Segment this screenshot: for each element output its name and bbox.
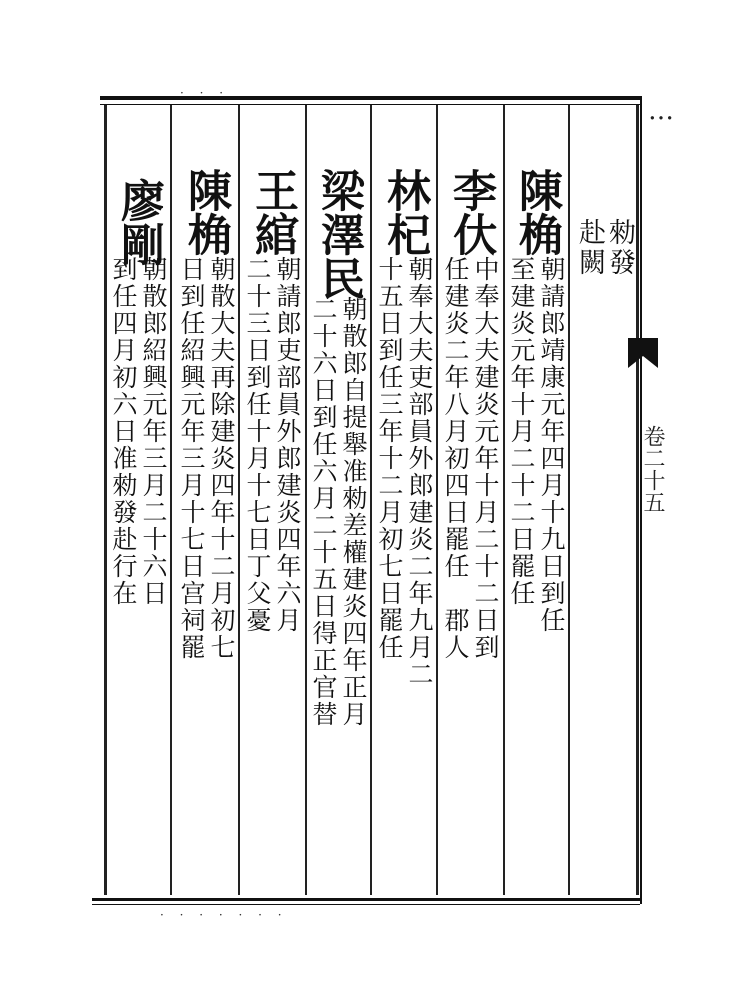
margin-volume: 卷二十五 (640, 425, 665, 513)
column-rule (503, 105, 505, 895)
column-rule (436, 105, 438, 895)
official-name: 陳桷 (511, 168, 562, 256)
top-tick-marks: · · · (180, 86, 230, 100)
column-rule (170, 105, 172, 895)
official-record-line-2: 十五日到任三年十二月初七日罷任 (375, 256, 404, 661)
bottom-tick-marks: · · · · · · · (160, 908, 288, 922)
official-record-line-2: 二十六日到任六月二十五日得正官替 (309, 296, 338, 728)
official-record-line-1: 朝請郎靖康元年四月十九日到任 (537, 256, 566, 634)
official-name: 王綰 (247, 168, 298, 256)
official-record-line-2: 至建炎元年十月二十二日罷任 (507, 256, 536, 607)
column-rule (568, 105, 570, 895)
official-record-line-2: 日到任紹興元年三月十七日宫祠罷 (177, 256, 206, 661)
column-rule (305, 105, 307, 895)
bottom-border-thin (92, 904, 640, 905)
official-name: 梁澤民 (313, 168, 364, 300)
official-record-line-1: 朝散郎紹興元年三月二十六日 (139, 256, 168, 607)
official-record-line-1: 朝散大夫再除建炎四年十二月初七 (207, 256, 236, 661)
bottom-border-thick (92, 898, 640, 901)
official-name: 林杞 (379, 168, 430, 256)
official-record-line-1: 朝散郎自提舉准勑差權建炎四年正月 (339, 296, 368, 728)
official-record-line-2: 二十三日到任十月十七日丁父憂 (243, 256, 272, 634)
entry-continuation-line-1: 勑發 (604, 218, 635, 278)
official-name: 廖剛 (113, 178, 164, 266)
official-record-line-2: 到任四月初六日准勑發赴行在 (109, 256, 138, 607)
frame-right-rule (636, 105, 639, 895)
frame-left-rule (104, 105, 107, 895)
official-name: 陳桷 (180, 168, 231, 256)
column-rule (370, 105, 372, 895)
official-record-line-1: 中奉大夫建炎元年十月二十二日到 (471, 256, 500, 661)
official-name: 李㐲 (445, 168, 496, 256)
entry-continuation-line-2: 赴闕 (574, 218, 605, 278)
column-rule (238, 105, 240, 895)
official-record-line-1: 朝請郎吏部員外郎建炎四年六月 (273, 256, 302, 634)
fish-tail-mark (628, 338, 658, 368)
official-record-line-2: 任建炎二年八月初四日罷任 郡人 (441, 256, 470, 661)
margin-book-title: … (646, 96, 676, 126)
official-record-line-1: 朝奉大夫吏部員外郎建炎二年九月二 (405, 256, 434, 688)
